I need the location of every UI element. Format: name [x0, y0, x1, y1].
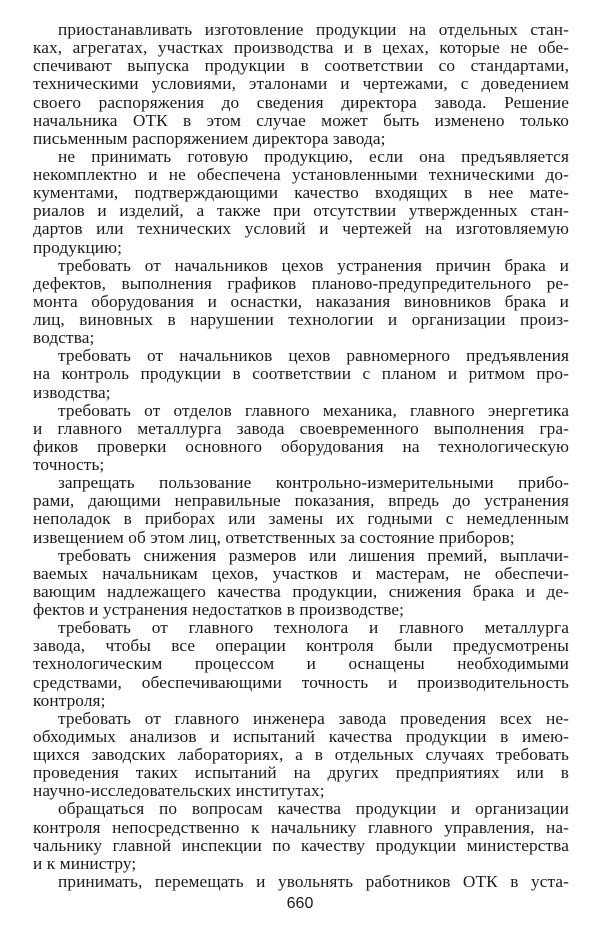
text-line: требовать от отделов главного механика, главного энергетика — [58, 400, 569, 420]
text-line: своего распоряжения до сведения директора завода. Решение — [33, 92, 569, 112]
text-line: требовать от начальников цехов равномерного предъявления — [58, 346, 569, 366]
text-line: риалов и изделий, а также при отсутствии утвержденных стан- — [33, 201, 569, 221]
paragraph — [33, 148, 569, 257]
text-line: монта оборудования и оснастки, наказания виновников брака и — [33, 291, 569, 311]
page-text — [33, 21, 569, 891]
text-line: дартов или технических условий и чертежей на изготовляемую — [33, 219, 569, 239]
page-number: 660 — [286, 895, 314, 912]
text-line: обходимых анализов и испытаний качества продукции в имею- — [33, 726, 569, 746]
text-line: щихся заводских лабораториях, а в отдельных случаях требовать — [33, 745, 569, 764]
text-line: средствами, обеспечивающими точность и производительность — [33, 672, 569, 692]
text-line: кументами, подтверждающими качество входящих в нее мате- — [33, 183, 569, 203]
text-line: неполадок в приборах или замены их годными с немедленным — [33, 509, 569, 529]
paragraph — [33, 402, 569, 475]
paragraph — [33, 21, 569, 148]
text-line: спечивают выпуска продукции в соответствии со стандартами, — [33, 56, 569, 76]
text-line: чальнику главной инспекции по качеству продукции министерства — [33, 835, 569, 855]
text-line: рами, дающими неправильные показания, впредь до устранения — [33, 491, 569, 511]
text-line: запрещать пользование контрольно-измерительными прибо- — [58, 473, 569, 493]
text-line: ваемых начальникам цехов, участков и мастерам, не обеспечи- — [33, 563, 569, 583]
paragraph — [33, 710, 569, 801]
text-line: продукцию; — [33, 237, 123, 257]
text-line: вающим надлежащего качества продукции, снижения брака и де- — [33, 581, 569, 601]
paragraph — [33, 474, 569, 547]
text-line: извещением об этом лиц, ответственных за состояние приборов; — [33, 527, 515, 547]
text-line: научно-исследовательских институтах; — [33, 781, 325, 801]
text-line: на контроль продукции в соответствии с планом и ритмом про- — [33, 364, 569, 384]
text-line: фектов и устранения недостатков в производстве; — [33, 600, 405, 619]
paragraph — [33, 873, 569, 891]
paragraph — [33, 257, 569, 348]
text-line: дефектов, выполнения графиков планово-предупредительного ре- — [33, 273, 569, 293]
paragraph — [33, 619, 569, 710]
text-line: проведения таких испытаний на других предприятиях или в — [33, 763, 569, 783]
text-line: обращаться по вопросам качества продукции и организации — [58, 799, 569, 819]
text-line: приостанавливать изготовление продукции на отдельных стан- — [58, 20, 569, 39]
text-line: принимать, перемещать и увольнять работников ОТК в уста- — [58, 871, 569, 891]
text-line: технологическим процессом и оснащены необходимыми — [33, 654, 569, 674]
text-line: начальника ОТК в этом случае может быть изменено только — [33, 110, 569, 130]
text-line: некомплектно и не обеспечена установленными техническими до- — [33, 165, 569, 184]
text-line: письменным распоряжением директора завода; — [33, 128, 386, 148]
text-line: лиц, виновных в нарушении технологии и организации произ- — [33, 310, 569, 329]
text-line: ках, агрегатах, участках производства и в цехах, которые не обе- — [33, 38, 569, 58]
text-line: точность; — [33, 455, 105, 474]
text-line: и к министру; — [33, 853, 137, 873]
paragraph — [33, 547, 569, 620]
text-line: фиков проверки основного оборудования на технологическую — [33, 436, 569, 456]
text-line: требовать от начальников цехов устранения причин брака и — [58, 255, 569, 275]
text-line: техническими условиями, эталонами и чертежами, с доведением — [33, 74, 569, 94]
text-line: изводства; — [33, 382, 111, 402]
text-line: контроля непосредственно к начальнику главного управления, на- — [33, 817, 569, 837]
text-line: контроля; — [33, 690, 106, 710]
text-line: водства; — [33, 328, 95, 348]
text-line: требовать от главного технолога и главного металлурга — [58, 618, 569, 638]
paragraph — [33, 347, 569, 401]
text-line: требовать от главного инженера завода проведения всех не- — [58, 708, 569, 728]
text-line: и главного металлурга завода своевременного выполнения гра- — [33, 418, 569, 438]
text-line: требовать снижения размеров или лишения премий, выплачи- — [58, 545, 569, 565]
text-line: завода, чтобы все операции контроля были предусмотрены — [33, 636, 569, 656]
paragraph — [33, 800, 569, 873]
text-line: не принимать готовую продукцию, если она предъявляется — [58, 146, 569, 166]
